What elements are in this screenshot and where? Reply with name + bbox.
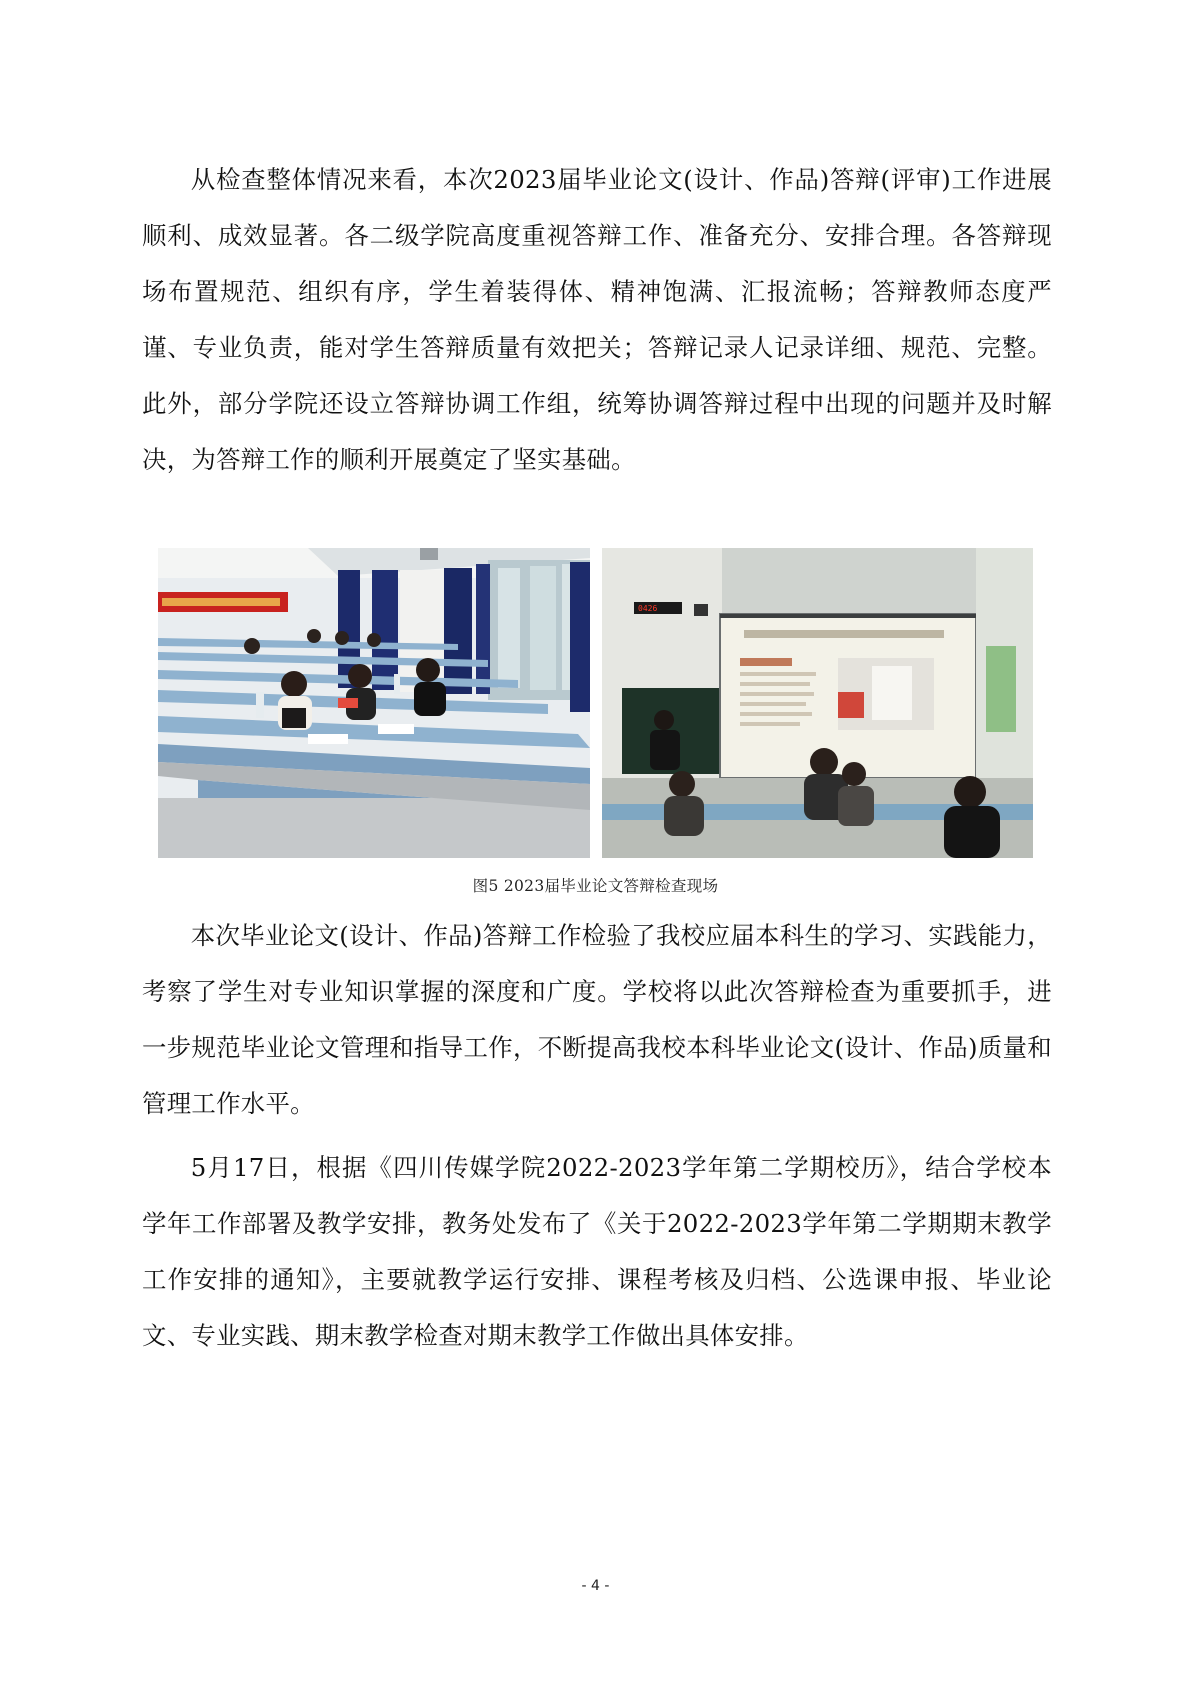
body-paragraph-3: 5月17日，根据《四川传媒学院2022-2023学年第二学期校历》，结合学校本学年工作部署及教学安排，教务处发布了《关于2022-2023学年第二学期期末教学工作安排的通知》，主要就教学运行安排、课程考核及归档、公选课申报、毕业论文、专业实践、期末教学检查对期末教学工作做出具体安排。	[142, 1153, 1052, 1350]
svg-text:0426: 0426	[638, 604, 658, 613]
presentation-classroom-photo	[602, 548, 1033, 858]
figure-caption: 图5 2023届毕业论文答辩检查现场	[472, 877, 719, 895]
page-number: - 4 -	[581, 1578, 610, 1594]
defense-classroom-photo	[158, 548, 590, 858]
body-paragraph-2: 本次毕业论文(设计、作品)答辩工作检验了我校应届本科生的学习、实践能力，考察了学生对专业知识掌握的深度和广度。学校将以此次答辩检查为重要抓手，进一步规范毕业论文管理和指导工作，不断提高我校本科毕业论文(设计、作品)质量和管理工作水平。	[142, 921, 1052, 1118]
body-paragraph-1: 从检查整体情况来看，本次2023届毕业论文(设计、作品)答辩(评审)工作进展顺利、成效显著。各二级学院高度重视答辩工作、准备充分、安排合理。各答辩现场布置规范、组织有序，学生着装得体、精神饱满、汇报流畅；答辩教师态度严谨、专业负责，能对学生答辩质量有效把关；答辩记录人记录详细、规范、完整。此外，部分学院还设立答辩协调工作组，统筹协调答辩过程中出现的问题并及时解决，为答辩工作的顺利开展奠定了坚实基础。	[142, 165, 1052, 474]
